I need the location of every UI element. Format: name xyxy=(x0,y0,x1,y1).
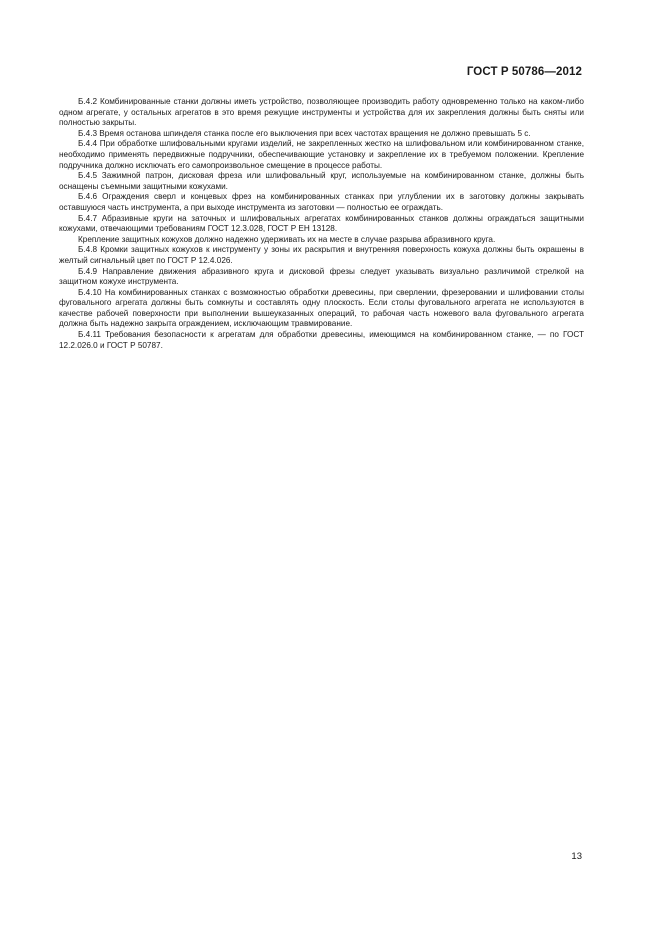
paragraph-b-4-11: Б.4.11 Требования безопасности к агрегатам для обработки древесины, имеющимся на комбинированном станке, — по ГОСТ 12.2.026.0 и ГОСТ Р 50787. xyxy=(59,330,584,350)
paragraph-b-4-3: Б.4.3 Время останова шпинделя станка после его выключения при всех частотах вращения не должно превышать 5 с. xyxy=(78,128,531,138)
document-header: ГОСТ Р 50786—2012 xyxy=(466,66,582,78)
paragraph-b-4-7-continuation: Крепление защитных кожухов должно надежно удерживать их на месте в случае разрыва абразивного круга. xyxy=(78,234,496,244)
paragraph-b-4-10: Б.4.10 На комбинированных станках с возможностью обработки древесины, при сверлении, фрезеровании и шлифовании столы фуговального агрегата должны быть сомкнуты и составлять одну плоскость. Если столы фуговального агрегата не используются в качестве рабочей поверхности при выполнении вышеуказанных операций, то рабочая часть ножевого вала фуговального агрегата должна быть надежно закрыта ограждением, исключающим травмирование. xyxy=(59,287,584,329)
document-body xyxy=(59,97,584,351)
paragraph-b-4-4: Б.4.4 При обработке шлифовальными кругами изделий, не закрепленных жестко на шлифовальном или комбинированном станке, необходимо применять передвижные подручники, обеспечивающие установку и закрепление их в требуемом положении. Крепление подручника должно исключать его самопроизвольное смещение в процессе работы. xyxy=(59,139,584,170)
paragraph-b-4-7: Б.4.7 Абразивные круги на заточных и шлифовальных агрегатах комбинированных станков должны ограждаться защитными кожухами, отвечающими требованиям ГОСТ 12.3.028, ГОСТ Р ЕН 13128. xyxy=(59,213,584,234)
paragraph-b-4-8: Б.4.8 Кромки защитных кожухов к инструменту у зоны их раскрытия и внутренняя поверхность кожуха должны быть окрашены в желтый сигнальный цвет по ГОСТ Р 12.4.026. xyxy=(59,245,584,265)
paragraph-b-4-6: Б.4.6 Ограждения сверл и концевых фрез на комбинированных станках при углублении их в заготовку должны закрывать оставшуюся часть инструмента, а при выходе инструмента из заготовки — полностью ее ограждать. xyxy=(59,192,584,212)
page-number: 13 xyxy=(571,851,582,862)
paragraph-b-4-5: Б.4.5 Зажимной патрон, дисковая фреза или шлифовальный круг, используемые на комбинированном станке, должны быть оснащены съемными защитными кожухами. xyxy=(59,171,584,191)
paragraph-b-4-2: Б.4.2 Комбинированные станки должны иметь устройство, позволяющее производить работу одновременно только на каком-либо одном агрегате, у остальных агрегатов в это время режущие инструменты и устройства для их закрепления должны быть сняты или полностью закрыты. xyxy=(59,97,584,128)
paragraph-b-4-9: Б.4.9 Направление движения абразивного круга и дисковой фрезы следует указывать визуально различимой стрелкой на защитном кожухе инструмента. xyxy=(59,266,584,287)
